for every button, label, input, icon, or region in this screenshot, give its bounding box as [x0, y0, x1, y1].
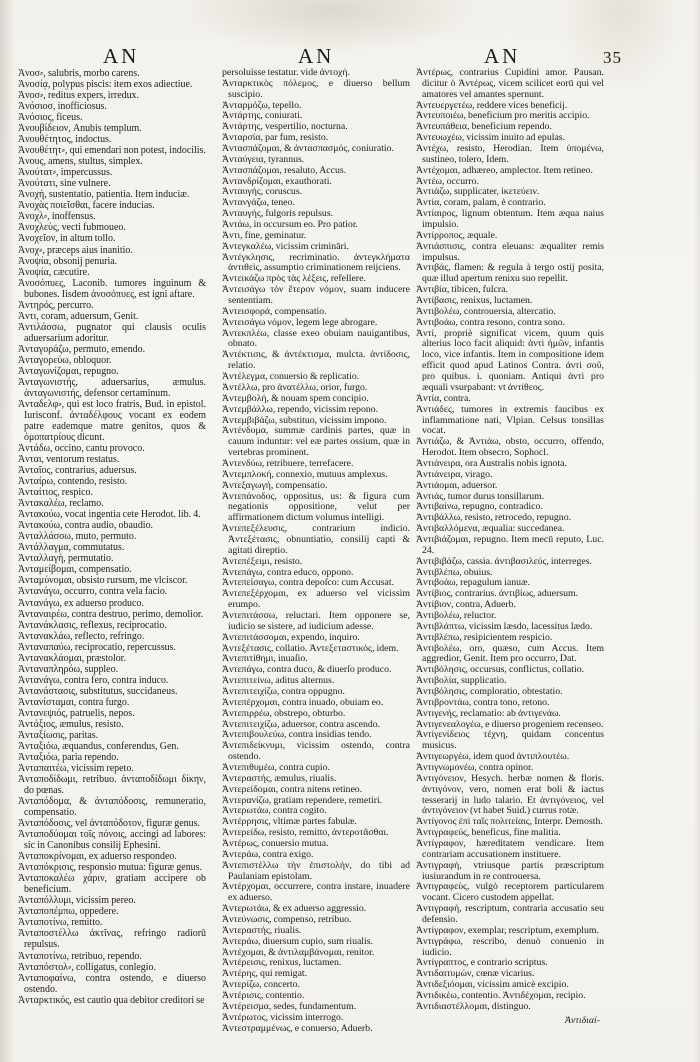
dictionary-entry: Ἀντιγενής, reclamatio: ab ἀντιγενάω. — [416, 707, 561, 719]
dictionary-entry: Ἀντερείδω, resisto, remitto, ἀντεροτᾶσθαι. — [222, 827, 389, 839]
dictionary-entry: Ἀντεπάγω, contra duco, & diuerſo produco. — [222, 664, 392, 676]
dictionary-entry: Ἀντιάζω, supplicater, ἱκετεύειν. — [416, 186, 540, 198]
dictionary-entry: Ἀντιβλέπω, obuius. — [416, 566, 493, 578]
dictionary-entry: Ἀντεπιτειχίζω, contra oppugno. — [222, 685, 345, 697]
dictionary-entry: Ἀνταδελφ⸗, qui est loco fratris, Bud. in epistol. Iurisconf. ἀνταδέλφους vocant ex eodem patre eademque matre genitos, quos & ὁμοπατρίους dicunt. — [18, 398, 206, 444]
entry-column-middle — [222, 68, 410, 1034]
dictionary-entry: Ἀντανάγω, ex aduerso produco. — [18, 597, 144, 609]
dictionary-entry: persoluisse testatur. vide ἀντοχή. — [222, 67, 350, 78]
dictionary-entry: Ἀντεπέρχομαι, contra inuado, obuiam eo. — [222, 696, 384, 708]
dictionary-entry: Ἀντεπιβουλεύω, contra insidias tendo. — [222, 729, 372, 741]
dictionary-entry: Ἀντιβιάζομαι, repugno. Item mecū reputo, Luc. 24. — [416, 533, 604, 556]
dictionary-entry: Ἀνταξιόω, æquandus, conferendus, Gen. — [18, 740, 179, 752]
dictionary-entry: Ἀντέρης, qui remigat. — [222, 968, 308, 980]
dictionary-entry: Ἀντιβαίνω, repugno, contradico. — [416, 501, 543, 513]
dictionary-entry: Ἀντιγραφή, rescriptum, contraria accusatio seu defensio. — [416, 903, 604, 926]
dictionary-entry: Ἀνταυγής, fulgoris repulsus. — [222, 208, 334, 220]
dictionary-entry: Ἀντιβλάπτω, vicissim læsdo, lacessitus lædo. — [416, 620, 593, 632]
dictionary-entry: Ἀνταξιόω, paria rependo. — [18, 751, 119, 763]
dictionary-entry: Ἀνοχλεὺς, vecti fubmoueo. — [18, 222, 126, 234]
dictionary-entry: Ἀντέω, occurro. — [416, 175, 479, 187]
dictionary-entry: Ἀνόσιος, ficeus. — [18, 112, 83, 124]
dictionary-entry: Ἀνταποκαλέω χάριν, gratiam accipere ob beneficium. — [18, 873, 206, 896]
dictionary-entry: Ἀντί, propriè significat vicem, quum quis alterius loco facit aliquid: ἀντὶ ἡμῶν, infantis loco, vice infantis. Item in compositione idem efficit quod apud Latinos Contra. ἀντὶ σοῦ, pro quibus. i. quoniam. Antiqui ἀντὶ pro æquali vsurpabant: vt ἀντίθεος. — [416, 327, 604, 393]
dictionary-entry: Ἀντευποιέω, beneficium pro meritis accipio. — [416, 110, 590, 122]
dictionary-entry: Ἀνταποτίνω, remitto. — [18, 917, 103, 929]
dictionary-entry: Ἀντέρως, conuersio mutua. — [222, 838, 329, 850]
dictionary-entry: Ἀντεισάγω τὸν ἕτερον νόμον, suam inducere sententiam. — [222, 284, 410, 307]
page-number: 35 — [603, 48, 622, 67]
dictionary-entry: Ἀνταίρω, contendo, resisto. — [18, 476, 128, 488]
dictionary-entry: Ἀνταξίωσις, paritas. — [18, 729, 99, 741]
scan-edge-shadow — [694, 0, 700, 1062]
dictionary-entry: Ἀντιλάσσω, pugnator qui clausis oculis aduersarium adoritur. — [18, 321, 206, 344]
dictionary-entry: Ἀντεμπλοκή, connexio, mutuus amplexus. — [222, 468, 388, 480]
dictionary-entry: Ἀνταναιρέω, contra destruo, perimo, demolior. — [18, 608, 204, 620]
dictionary-entry: Ἀντέχομαι, & ἀντιλαμβάνομαι, renitor. — [222, 946, 375, 958]
dictionary-entry: Ἀντιβολέω, controuersia, altercatio. — [416, 305, 556, 317]
dictionary-entry: Ἀντεράω, contra exigo. — [222, 848, 314, 860]
entry-column-left — [18, 68, 206, 1006]
dictionary-entry: Ἀντιγενεαλογέω, e diuerso progeniem recenseo. — [416, 718, 604, 730]
dictionary-entry: Ἀντέλεγμα, conuersio & replicatio. — [222, 371, 360, 383]
dictionary-entry: Ἀντεξαγωγή, compensatio. — [222, 479, 328, 491]
dictionary-entry: Ἀντανάγω, contra fero, contra induco. — [18, 674, 169, 686]
dictionary-entry: Ἀντιάς, tumor durus tonsillarum. — [416, 490, 545, 502]
dictionary-entry: Ἀντιγεωργέω, idem quod ἀντιπλουτέω. — [416, 751, 570, 763]
dictionary-entry: Ἀντέρισις, contentio. — [222, 990, 305, 1002]
dictionary-entry: Ἀνταποκρίνομαι, ex aduerso respondeo. — [18, 851, 177, 863]
dictionary-entry: Ἀντιάνειρα, virago. — [416, 468, 493, 480]
dictionary-entry: Ἀντεπάνοδος, oppositus, us: & figura cum negationis oppositione, velut per affirmationem dictum volumus intelligi. — [222, 490, 410, 524]
dictionary-entry: Ἀντεγκαλέω, vicissim crimināri. — [222, 240, 349, 252]
dictionary-entry: Ἀντία, contra. — [416, 392, 471, 404]
dictionary-entry: Ἀνοχὰς ποιεῖσθαι, facere inducias. — [18, 200, 155, 212]
dictionary-entry: Ἀντιγόνειον, Hesych. herbæ nomen & floris. ἀντιγόνον, vero, nomen erat boli & iactus tesserarij in ludo talario. Et ἀντιγόνειος, vel ἀντιγόνειον (vt habet Suid.) currus rotæ. — [416, 772, 604, 817]
dictionary-entry: Ἀντανάκλασις, reflexus, reciprocatio. — [18, 619, 167, 631]
dictionary-entry: Ἀντιβάλλω, resisto, retrocedo, repugno. — [416, 512, 572, 524]
dictionary-entry: Ἀντιβοάω, contra resono, contra sono. — [416, 316, 566, 328]
dictionary-entry: Ἀντι, fine, geminatur. — [222, 229, 307, 241]
dictionary-entry: Ἀντανάγω, occurro, contra vela facio. — [18, 586, 168, 598]
dictionary-entry: Ἀνταλλάσσω, muto, permuto. — [18, 531, 137, 543]
dictionary-entry: Ἀντακούω, vocat ingentia cete Herodot. lib. 4. — [18, 509, 201, 521]
dictionary-entry: Ἀντεπιθυμέω, contra cupio. — [222, 762, 330, 773]
dictionary-entry: Ἀνταγοράζω, permuto, emendo. — [18, 343, 146, 355]
dictionary-entry: Ἀντεπιτίθημι, inuaſio. — [222, 653, 308, 665]
dictionary-entry: Ἀνταποστέλλω ἀκτῖνας, refringo radiorū repulsus. — [18, 928, 206, 951]
dictionary-entry: Ἀντεραστής, riualis. — [222, 924, 302, 936]
dictionary-entry: Ἀντάω, in occursum eo. Pro patior. — [222, 219, 358, 231]
dictionary-entry: Ἀντασπάζομαι, resaluto, Accus. — [222, 164, 347, 176]
page-gutter-stain — [0, 0, 14, 1062]
dictionary-entry: Ἀνταίτιος, respico. — [18, 487, 93, 499]
dictionary-entry: Ἀντίρροπος, æquale. — [416, 229, 498, 241]
dictionary-entry: Ἀνταρκτικός, est cautio qua debitor creditori se — [18, 994, 205, 1006]
dictionary-entry: Ἀντιάσπισις, contra eleuans: æqualiter remis impulsus. — [416, 240, 604, 263]
dictionary-entry: Ἀνταμύνομαι, obsisto rursum, me vlciscor. — [18, 575, 188, 587]
dictionary-entry: Ἀντιδικέω, contentio. Ἀντιδέχομαι, recipio. — [416, 990, 586, 1002]
dictionary-entry: Ἀντάρτης, coniurati. — [222, 110, 303, 122]
dictionary-entry: Ἀνοχλ⸗, inoffensus. — [18, 211, 96, 223]
dictionary-entry: Ἀντέκτισις, & ἀντέκτισμα, mulcta. ἀντίδοσις, relatio. — [222, 349, 410, 372]
dictionary-entry: Ἀντέρεισμα, sedes, fundamentum. — [222, 1000, 357, 1012]
dictionary-entry: Ἀντία, coram, palam, è contrario. — [416, 197, 546, 209]
dictionary-entry: Ἀνταναπληρόω, suppleo. — [18, 663, 119, 675]
dictionary-entry: Ἀντευπάθεια, beneficium rependo. — [416, 121, 552, 133]
dictionary-entry: Ἀντιβάς, flamen: & regula à tergo ostij posita, quæ illud apertum renixu suo repellit. — [416, 262, 604, 285]
dictionary-entry: Ἀντεπιδείκνυμι, vicissim ostendo, contra ostendo. — [222, 740, 410, 763]
dictionary-entry: Ἀνταπόλλυμι, vicissim pereo. — [18, 895, 136, 907]
dictionary-entry: Ἀντεπιτειχίζω, aduersor, contra ascendo. — [222, 718, 381, 730]
dictionary-entry: Ἀνταπόδοσις, vel ἀνταπόδοτον, figuræ genus. — [18, 818, 200, 830]
dictionary-entry: Ἀνταύγεια, tyrannus. — [222, 153, 305, 165]
dictionary-entry: Ἀντιάνειρα, ora Australis nobis ignota. — [416, 457, 567, 469]
dictionary-entry: Ἀνταποτίνω, retribuo, rependo. — [18, 950, 142, 962]
dictionary-entry: Ἀντιγραφεύς, beneficus, fine malitia. — [416, 827, 561, 839]
dictionary-entry: Ἀντανδρίζομαι, exauthorati. — [222, 175, 332, 187]
dictionary-entry: Ἀντιβία, tibicen, fulcra. — [416, 284, 508, 296]
dictionary-entry: Ἀντι, coram, aduersum, Genit. — [18, 310, 139, 322]
dictionary-entry: Ἀντιβολία, supplicatio. — [416, 675, 507, 687]
dictionary-entry: Ἀνταπόκρισις, responsio mutua: figuræ genus. — [18, 862, 202, 874]
dictionary-entry: Ἀντιβολέω, reluctor. — [416, 609, 497, 621]
dictionary-entry: Ἀνούτατ⸗, impercussus. — [18, 167, 113, 179]
catchword: Ἀντιδιαί- — [565, 1014, 600, 1026]
dictionary-entry: Ἀντέχομαι, adhæreo, amplector. Item retineo. — [416, 164, 593, 176]
dictionary-entry: Ἀντεστραμμένως, e conuerso, Aduerb. — [222, 1022, 373, 1034]
dictionary-entry: Ἀντέρωτος, vicissim interrogo. — [222, 1011, 344, 1023]
dictionary-entry: Ἀντιάδες, tumores in extremis faucibus ex inflammatione nati, Vlpian. Celsus tonsillas vocat. — [416, 403, 604, 437]
dictionary-entry: Ἀντίγραφον, hæreditatem vendicare. Item contrariam accusationem instituere. — [416, 838, 604, 860]
dictionary-entry: Ἀντενδύω, retribuere, terrefacere. — [222, 457, 354, 469]
dictionary-entry: Ἀντάρτης, vespertilio, nocturna. — [222, 121, 348, 133]
dictionary-entry: Ἀντίβασις, renixus, luctamen. — [416, 295, 533, 307]
dictionary-entry: Ἀντιβιβάζω, cassia. ἀντιβασιλεύς, interreges. — [416, 555, 592, 567]
dictionary-entry: Ἀντίγραπτος, e contrario scriptus. — [416, 957, 548, 969]
dictionary-entry: Ἀνταλλαγή, permutatio. — [18, 553, 114, 565]
dictionary-entry: Ἀντεισάγω νόμον, legem lege abrogare. — [222, 316, 378, 328]
dictionary-entry: Ἀντιβόλησις, occursus, conflictus, collatio. — [416, 664, 585, 676]
dictionary-entry: Ἀνταρκτικὸς πόλεμος, e diuerso bellum suscipio. — [222, 77, 410, 100]
dictionary-entry: Ἀντεπεξέρχομαι, ex aduerso vel vicissim erumpo. — [222, 588, 410, 611]
dictionary-entry: Ἀνοχ⸗, præceps aius inanitio. — [18, 244, 133, 256]
dictionary-entry: Ἀντεύνωσις, compenso, retribuo. — [222, 914, 352, 926]
dictionary-entry: Ἀνταμείβομαι, compensatio. — [18, 564, 132, 576]
dictionary-entry: Ἀντίγονος ἐπὶ ταῖς πολιτείαις, Interpr. Demosth. — [416, 816, 603, 828]
dictionary-entry: Ἀνοσίᾳ, polypus piscis: item exos adiectiue. — [18, 79, 193, 91]
dictionary-entry: Ἀντέρεισις, renixus, luctamen. — [222, 957, 342, 969]
dictionary-entry: Ἀνους, amens, stultus, simplex. — [18, 156, 143, 168]
dictionary-entry: Ἀντεράω, diuersum cupio, sum riualis. — [222, 935, 374, 947]
dictionary-entry: Ἀντένδυμα, summæ cardinis partes, quæ in cauum induntur: vel eæ partes ossium, quæ in vertebras prominent. — [222, 425, 410, 459]
dictionary-entry: Ἀνταναπαύω, reciprocatio, repercussus. — [18, 641, 176, 653]
dictionary-entry: Ἀντίγραφον, exemplar, rescriptum, exemplum. — [416, 924, 599, 936]
dictionary-entry: Ἀντέρρησις, vltimæ partes fabulæ. — [222, 816, 357, 828]
dictionary-entry: Ἀνοσ⸗, reditus expers, irredux. — [18, 90, 139, 102]
dictionary-entry: Ἀνταποφαίνω, contra ostendo, e diuerso ostendo. — [18, 972, 206, 995]
dictionary-entry: Ἀντάδω, occino, cantu provoco. — [18, 443, 145, 455]
dictionary-entry: Ἀντέγκλησις, recriminatio. ἀντεγκλήματα ἀντιθεὶς, assumptio criminationem reijciens. — [222, 251, 410, 274]
dictionary-entry: Ἀνόσιοσ, inofficiosus. — [18, 101, 107, 113]
dictionary-entry: Ἀντίβιον, contra, Aduerb. — [416, 599, 516, 611]
dictionary-entry: Ἀντεμβολή, & nouam spem concipio. — [222, 392, 369, 404]
dictionary-entry: Ἀντάλλαγμα, commutatus. — [18, 542, 125, 554]
dictionary-entry: Ἀντέχω, resisto, Herodian. Item ὑπομένω, sustineo, tolero, Idem. — [416, 143, 604, 165]
dictionary-entry: Ἀντιδεξιόομαι, vicissim amicè excipio. — [416, 979, 569, 991]
dictionary-entry: Ἀντανγάζω, teneo. — [222, 197, 295, 209]
dictionary-entry: Ἀνταγορεύω, obloquor. — [18, 354, 112, 366]
dictionary-entry: Ἀντανάστασις, substitutus, succidaneus. — [18, 685, 178, 697]
dictionary-entry: Ἀντεισφορά, compensatio. — [222, 305, 327, 317]
dictionary-entry: Ἀντέρχομαι, occurrere, contra instare, inuadere ex aduerso. — [222, 881, 410, 904]
dictionary-entry: Ἀντιγράφω, rescribo, denuò conuenio in iudicio. — [416, 935, 604, 958]
dictionary-entry: Ἀντεπεξέλευσις, contrarium indicio. Ἀντεξέτασις, obnuntiatio, consilij capti & agitati direptio. — [222, 523, 410, 556]
dictionary-entry: Ἀντεκπλέω, classe exeo obuiam nauigantibus, obnato. — [222, 327, 410, 350]
dictionary-entry: Ἀντασπάζομαι, & ἀντασπασμός, coniuratio. — [222, 143, 394, 155]
dictionary-entry: Ἀντεξέτασις, collatio. Ἀντεξεταστικός, idem. — [222, 642, 399, 654]
dictionary-entry: Ἀντιγνωμονέω, contra opinor. — [416, 762, 534, 773]
dictionary-entry: Ἀντερωτάω, & ex aduerso aggressio. — [222, 903, 367, 915]
dictionary-entry: Ἀνοσ⸗, salubris, morbo carens. — [18, 68, 140, 79]
dictionary-entry: Ἀντερωτάω, contra cogito. — [222, 805, 327, 817]
dictionary-entry: Ἀντεπείσαγω, contra depoſco: cum Accusat. — [222, 577, 395, 589]
dictionary-entry: Ἀνταγωνίζομαι, repugno. — [18, 365, 119, 377]
dictionary-entry: Ἀνταπόδομα, & ἀνταπόδοσις, remuneratio, compensatio. — [18, 796, 206, 819]
dictionary-entry: Ἀνταποδίδωμι, retribuo. ἀνταποδίδωμι δίκην, do pœnas. — [18, 774, 206, 797]
dictionary-entry: Ἀντεπιτείνω, aditus alternus. — [222, 675, 335, 687]
dictionary-entry: Ἀνταποδύομαι τοῖς πόνοις, accingi ad labores: sic in Canonibus consilij Ephesini. — [18, 829, 206, 852]
dictionary-entry: Ἀντιάζω, & Ἀντιάω, obsto, occurro, offendo, Herodot. Item obsecro, Sophocl. — [416, 436, 604, 459]
dictionary-entry: Ἀντανίσταμαι, contra furgo. — [18, 696, 130, 708]
dictionary-entry: Ἀνταπόστολ⸗, colligatus, conlegio. — [18, 961, 156, 973]
dictionary-entry: Ἀντέρως, contrarius Cupidini amor. Pausan. dicitur ὁ Ἀντέρως, vicem scilicet eorū qui vel amatores vel amantes spernunt. — [416, 67, 604, 100]
dictionary-entry: Ἀντεπιτάσσομαι, expendo, inquiro. — [222, 631, 360, 643]
dictionary-entry: Ἀντιβολέω, oro, quæso, cum Accus. Item aggredior, Genit. Item pro occurro, Dat. — [416, 642, 604, 665]
dictionary-entry: Ἀντιβαλλόμενα, æqualia: succedanea. — [416, 523, 565, 535]
dictionary-entry: Ἀνταπαιτέω, vicissim repeto. — [18, 762, 134, 774]
header-center: AN — [298, 44, 335, 68]
dictionary-entry: Ἀντιβοάω, repagulum ianuæ. — [416, 577, 531, 589]
dictionary-entry: Ἀντανεψιός, patruelis, nepos. — [18, 707, 135, 719]
dictionary-entry: Ἀντευεργετέω, reddere vices beneficij. — [416, 99, 568, 111]
dictionary-entry: Ἀντίβιος, contrarius. ἀντιβίως, aduersum. — [416, 588, 579, 600]
dictionary-entry: Ἀντεραστής, æmulus, riualis. — [222, 772, 337, 784]
dictionary-entry: Ἀνουθέτητ⸗, qui emendari non potest, indocilis. — [18, 145, 206, 157]
header-right: AN — [484, 44, 521, 68]
dictionary-entry: Ἀνται, ventorum restatus. — [18, 454, 120, 466]
dictionary-entry: Ἀντεπιστέλλω τὴν ἐπιστολὴν, do tibi ad Paulaniam epistolam. — [222, 859, 410, 882]
dictionary-entry: Ἀνουθέτητος, indoctus. — [18, 134, 112, 146]
dictionary-entry: Ἀντερείδομαι, contra nitens retineo. — [222, 783, 363, 795]
dictionary-entry: Ἀντερίζω, concerto. — [222, 979, 301, 991]
dictionary-entry: Ἀντεικάζω πρὸς τὰς λέξεις, refellere. — [222, 273, 366, 285]
dictionary-entry: Ἀντεμβιβάζω, substituo, vicissim impono. — [222, 414, 387, 426]
dictionary-entry: Ἀνταρμόζω, tepello. — [222, 99, 302, 111]
dictionary-entry: Ἀνούτατι, sine vulnere. — [18, 178, 111, 190]
dictionary-entry: Ἀντιδαιτυμών, cœnæ vicarius. — [416, 968, 535, 980]
dictionary-entry: Ἀντεπέξειμι, resisto. — [222, 555, 303, 567]
dictionary-entry: Ἀντανακλάω, reflecto, refringo. — [18, 630, 145, 642]
dictionary-entry: Ἀντηρός, percurro. — [18, 299, 94, 311]
dictionary-entry: Ἀνουβίδειον, Anubis templum. — [18, 123, 142, 135]
dictionary-entry: Ἀντεμβάλλω, rependo, vicissim repono. — [222, 403, 379, 415]
dictionary-entry: Ἀντέλλω, pro ἀνατέλλω, orior, furgo. — [222, 381, 368, 393]
dictionary-entry: Ἀνοψία, obsonij penuria. — [18, 255, 118, 267]
dictionary-entry: Ἀντεπιρρέω, obstrepo, obturbo. — [222, 707, 346, 719]
dictionary-entry: Ἀντιβόλησις, comploratio, obtestatio. — [416, 685, 563, 697]
dictionary-entry: Ἀνοσόπυες, Laconib. tumores inguinum & bubones. Iisdem ἀνοσόπυες, est igni aftare. — [18, 277, 206, 300]
dictionary-entry: Ἀνταῖος, contrarius, aduersus. — [18, 465, 137, 477]
dictionary-entry: Ἀντεπιτάσσω, reluctari. Item opponere se, iudicio se sistere, ad iudicium adesse. — [222, 609, 410, 632]
dictionary-entry: Ἀντερανίζω, gratiam rependere, remetiri. — [222, 794, 383, 806]
dictionary-entry: Ἀντανακλάομαι, præstolor. — [18, 652, 126, 664]
dictionary-entry: Ἀντάξιος, æmulus, resisto. — [18, 718, 124, 730]
dictionary-entry: Ἀντίαιρος, lignum obtentum. Item æqua naius impulsio. — [416, 208, 604, 231]
dictionary-entry: Ἀνοχεῖον, in altum tollo. — [18, 233, 116, 245]
dictionary-entry: Ἀνταυγής, coruscus. — [222, 186, 303, 198]
dictionary-entry: Ἀντακαλέω, reclamo. — [18, 498, 104, 510]
entry-column-right — [416, 68, 604, 1027]
dictionary-entry: Ἀνταγωνιστής, aduersarius, æmulus. ἀνταγωνιστής, defensor certaminum. — [18, 376, 206, 399]
dictionary-entry: Ἀντιβροντάω, contra tono, retono. — [416, 696, 550, 708]
dictionary-entry: Ἀντεπάγω, contra educo, oppono. — [222, 566, 354, 578]
dictionary-entry: Ἀντιδιαστέλλομαι, distinguo. — [416, 1000, 531, 1012]
dictionary-entry: Ἀνταρσία, par fum, resisto. — [222, 132, 329, 144]
dictionary-entry: Ἀντακούω, contra audio, obaudio. — [18, 520, 154, 532]
header-left: AN — [103, 44, 140, 68]
dictionary-entry: Ἀντευωχέω, vicissim inuito ad epulas. — [416, 132, 566, 144]
dictionary-entry: Ἀνοχή, sustentatio, patientia. Item induciæ. — [18, 189, 190, 201]
dictionary-entry: Ἀντίγενίδειος τέχνη, quidam concentus musicus. — [416, 729, 604, 752]
dictionary-entry: Ἀντιάομαι, aduersor. — [416, 479, 498, 491]
dictionary-entry: Ἀνοψία, cæcutire. — [18, 266, 90, 278]
dictionary-entry: Ἀντιβλέπω, resipicientem respicio. — [416, 631, 553, 643]
dictionary-entry: Ἀνταποπέμπω, oppedere. — [18, 906, 119, 918]
dictionary-entry: Ἀντιγραφή, vtriusque partis præscriptum iusiurandum in re controuersa. — [416, 859, 604, 882]
dictionary-entry: Ἀντιγραφεὺς, vulgò receptorem particularem vocant. Cicero custodem appellat. — [416, 881, 604, 904]
